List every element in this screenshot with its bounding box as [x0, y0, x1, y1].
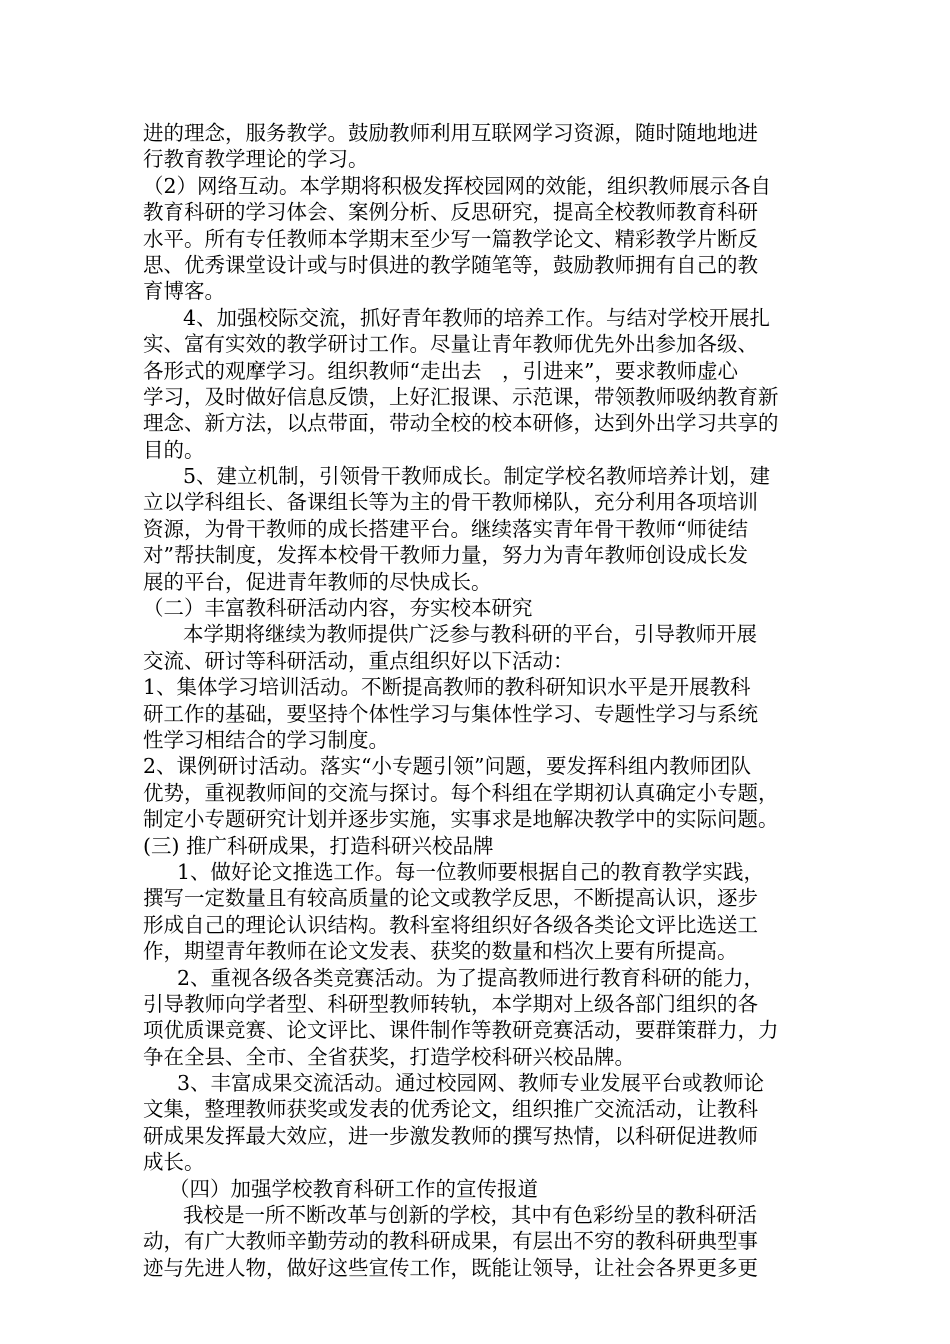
text-line: 我校是一所不断改革与创新的学校，其中有色彩纷呈的教科研活 — [183, 1203, 757, 1228]
text-line: 资源，为骨干教师的成长搭建平台。继续落实青年骨干教师“师徒结 — [143, 516, 748, 541]
section-heading: (三) 推广科研成果，打造科研兴校品牌 — [143, 833, 494, 858]
text-line: （2）网络互动。本学期将积极发挥校园网的效能，组织教师展示各自 — [143, 173, 772, 198]
text-line: 撰写一定数量且有较高质量的论文或教学反思，不断提高认识，逐步 — [143, 886, 758, 911]
text-line: 成长。 — [143, 1150, 205, 1175]
text-line: 迹与先进人物，做好这些宣传工作，既能让领导，让社会各界更多更 — [143, 1255, 758, 1280]
text-line: 形成自己的理论认识结构。教科室将组织好各级各类论文评比选送工 — [143, 912, 758, 937]
text-line: 研成果发挥最大效应，进一步激发教师的撰写热情，以科研促进教师 — [143, 1123, 758, 1148]
text-line: 目的。 — [143, 437, 205, 462]
text-line: 理念、新方法，以点带面，带动全校的校本研修，达到外出学习共享的 — [143, 411, 779, 436]
text-line: 性学习相结合的学习制度。 — [143, 727, 389, 752]
text-line: 1、集体学习培训活动。不断提高教师的教科研知识水平是开展教科 — [143, 675, 751, 700]
document-body — [143, 120, 823, 1281]
text-line: 4、加强校际交流，抓好青年教师的培养工作。与结对学校开展扎 — [183, 305, 771, 330]
text-line: 争在全县、全市、全省获奖，打造学校科研兴校品牌。 — [143, 1044, 635, 1069]
text-line: 作，期望青年教师在论文发表、获奖的数量和档次上要有所提高。 — [143, 939, 738, 964]
text-line: 文集，整理教师获奖或发表的优秀论文，组织推广交流活动，让教科 — [143, 1097, 758, 1122]
text-line: 项优质课竞赛、论文评比、课件制作等教研竞赛活动，要群策群力，力 — [143, 1018, 779, 1043]
text-line: 优势，重视教师间的交流与探讨。每个科组在学期初认真确定小专题， — [143, 780, 779, 805]
text-line: 3、丰富成果交流活动。通过校园网、教师专业发展平台或教师论 — [177, 1071, 765, 1096]
text-line: 育博客。 — [143, 279, 225, 304]
text-line: 学习，及时做好信息反馈，上好汇报课、示范课，带领教师吸纳教育新 — [143, 384, 779, 409]
text-line: 思、优秀课堂设计或与时俱进的教学随笔等，鼓励教师拥有自己的教 — [143, 252, 758, 277]
text-line: 5、建立机制，引领骨干教师成长。制定学校名教师培养计划，建 — [183, 464, 771, 489]
section-heading: （四）加强学校教育科研工作的宣传报道 — [169, 1176, 538, 1201]
text-line: 制定小专题研究计划并逐步实施，实事求是地解决教学中的实际问题。 — [143, 807, 779, 832]
text-line: 各形式的观摩学习。组织教师“走出去 ，引进来”，要求教师虚心 — [143, 358, 738, 383]
text-line: 行教育教学理论的学习。 — [143, 147, 369, 172]
text-line: 本学期将继续为教师提供广泛参与教科研的平台，引导教师开展 — [183, 622, 757, 647]
text-line: 对”帮扶制度，发挥本校骨干教师力量，努力为青年教师创设成长发 — [143, 543, 748, 568]
text-line: 研工作的基础，要坚持个体性学习与集体性学习、专题性学习与系统 — [143, 701, 758, 726]
text-line: 教育科研的学习体会、案例分析、反思研究，提高全校教师教育科研 — [143, 200, 758, 225]
text-line: 实、富有实效的教学研讨工作。尽量让青年教师优先外出参加各级、 — [143, 332, 758, 357]
text-line: 2、课例研讨活动。落实“小专题引领”问题，要发挥科组内教师团队 — [143, 754, 752, 779]
text-line: 立以学科组长、备课组长等为主的骨干教师梯队，充分利用各项培训 — [143, 490, 758, 515]
text-line: 引导教师向学者型、科研型教师转轨，本学期对上级各部门组织的各 — [143, 991, 758, 1016]
text-line: 2、重视各级各类竞赛活动。为了提高教师进行教育科研的能力， — [177, 965, 765, 990]
section-heading: （二）丰富教科研活动内容，夯实校本研究 — [143, 596, 533, 621]
text-line: 展的平台，促进青年教师的尽快成长。 — [143, 569, 492, 594]
text-line: 1、做好论文推选工作。每一位教师要根据自己的教育教学实践， — [177, 859, 765, 884]
text-line: 交流、研讨等科研活动，重点组织好以下活动： — [143, 648, 574, 673]
text-line: 动，有广大教师辛勤劳动的教科研成果，有层出不穷的教科研典型事 — [143, 1229, 758, 1254]
text-line: 进的理念，服务教学。鼓励教师利用互联网学习资源，随时随地地进 — [143, 121, 758, 145]
text-line: 水平。所有专任教师本学期末至少写一篇教学论文、精彩教学片断反 — [143, 226, 758, 251]
